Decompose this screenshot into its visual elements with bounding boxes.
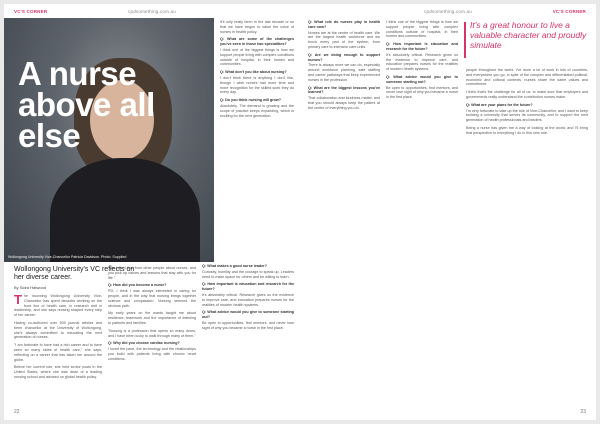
article-column-4: Q: What role do nurses play in health care now? Nurses are at the centre of health care. We are the largest health workforce and we touch every part of the system, from primary care to intensive care units. Q: Are we doing enough to support nurses? There is always more we can do, especially around workforce planning, safe staffing and career pathways that keep experienced nurses in the profession. Q: What are the biggest lessons you've learned? That collaboration and kindness matter, and that you should always keep the patient at the centre of everything you do. [308,20,380,110]
pullquote: It's a great honour to live a valuable character and proudly simulate [470,20,587,50]
subhead: Wollongong University's VC reflects on her diverse career. [14,266,135,281]
headline: A nurse above all else [18,55,155,154]
article-column-2: "We heard that from other people about nurses, and you pick up values and lessons that stay with you for life." Q: How did you become a nurse? PD: I think I was always interested in caring for people, and in the way that nursing brings together science and compassion. Nursing seemed the obvious path. My early years on the wards taught me about resilience, teamwork and the importance of listening to patients and families. "Nursing is a profession that opens so many doors, and I have been lucky to walk through many of them." Q: Why did you choose cardiac nursing? I loved the pace, the technology and the relationships you build with patients living with chronic heart conditions. [108,266,196,361]
right-page [300,4,596,420]
section-label: VC'S CORNER [552,9,586,14]
section-label: VC'S CORNER [14,9,48,14]
article-column-1: The incoming Wollongong University Vice-Chancellor has spent decades working on the front line of health care, in research and in leadership, and she says nursing shaped every step of her career. Having co-authored over 500 journal articles and been chancellor at the University of Wollongong, she's always committed to educating the next generation of nurses. "I am fortunate to have had a rich career and to have seen so many sides of health care," she says, reflecting on a career that has taken her around the globe. Before her current role, she held senior posts in the United States, where she was dean of a leading nursing school and advised on global health policy. [14,292,102,379]
left-page [4,4,300,420]
page-number-left: 22 [14,409,20,415]
site-url: cpdsomething.com.au [424,9,472,14]
article-column-3: It's only really been in the last decade or so that we have begun to value the voice of nurses in health policy. Q: What are some of the challenges you've seen in those two specialities? I think one of the biggest things is how we support people living with complex conditions outside of hospital, in their homes and communities. Q: What don't you like about nursing? I don't think there is anything I don't like, though I wish nurses had more time and more recognition for the skilled work they do every day. Q: Do you think nursing will grow? Absolutely. The demand is growing and the scope of practice keeps expanding, which is exciting for the next generation. [220,20,294,118]
article-column-6: people throughout the world. I've done a lot of work in lots of countries, and everywhere you go, in spite of the complex and differentiated political, economic and cultural contexts, nurses share the same values and commitment. I think that's the challenge for all of us: to make sure that employers and governments really understand the contribution nurses make. Q: What are your plans for the future? I'm very fortunate to take up the role of Vice-Chancellor, and I want to keep building a university that serves its community, and to support the next generation of health professionals and leaders. Being a nurse has given me a way of looking at the world, and I'll bring that perspective to everything I do in this new role. [466,68,588,135]
site-url: cpdsomething.com.au [128,9,176,14]
article-column-3b: Q: What makes a good nurse leader? Curiosity, humility and the courage to speak up. Leaders need to make space for others and be willing to learn. Q: How important is education and research for the future? It's absolutely critical. Research gives us the evidence to improve care, and education prepares nurses for the realities of modern health systems. Q: What advice would you give to someone starting out? Be open to opportunities, find mentors, and never lose sight of why you became a nurse in the first place. [202,264,294,330]
dropcap: T [14,292,22,307]
pullquote-bar [464,22,466,58]
page-number-right: 23 [580,409,586,415]
byline: By Sidra Hatwood [14,285,47,290]
article-column-5: I think one of the biggest things is how we support people living with complex conditions outside of hospital, in their homes and communities. Q: How important is education and research for the future? It's absolutely critical. Research gives us the evidence to improve care, and education prepares nurses for the realities of modern health systems. Q: What advice would you give to someone starting out? Be open to opportunities, find mentors, and never lose sight of why you became a nurse in the first place. [386,20,458,100]
photo-caption: Wollongong University Vice-Chancellor Patricia Davidson. Photo: Supplied [8,255,127,259]
